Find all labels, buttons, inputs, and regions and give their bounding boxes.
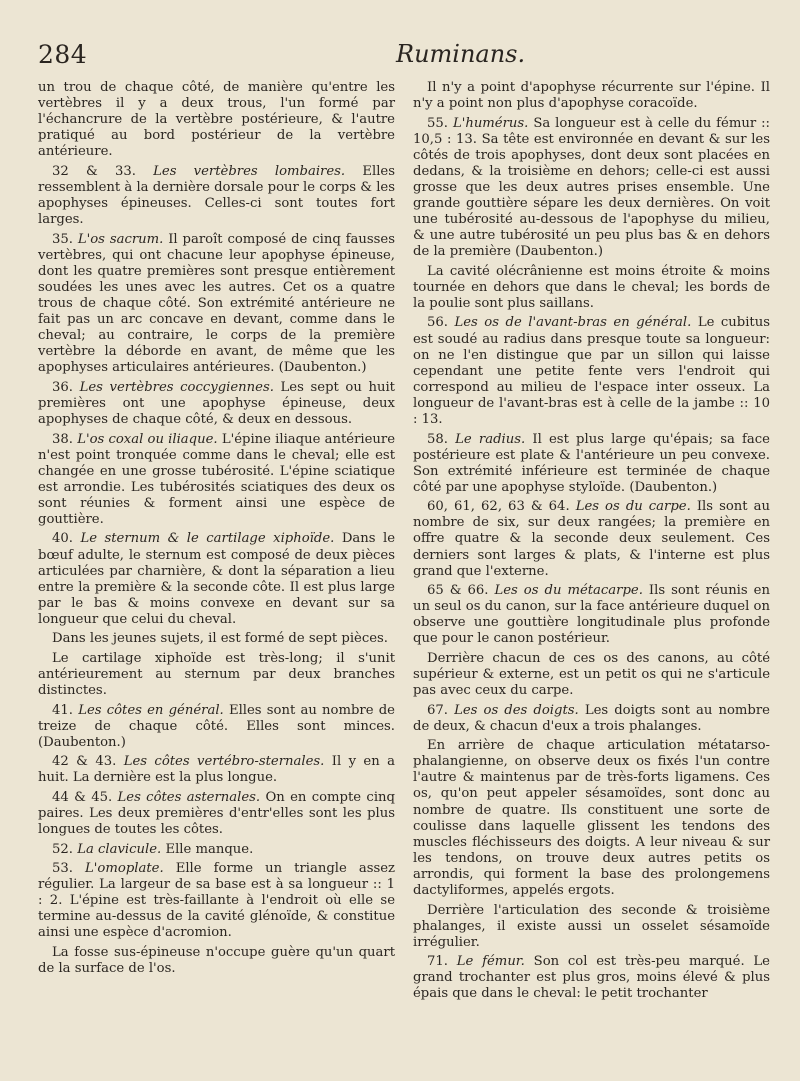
paragraph [413,264,770,312]
paragraph-text: Elle manque. [165,841,254,857]
section-heading: Les vertèbres coccygiennes. [79,379,274,395]
paragraph-text: Dans les jeunes sujets, il est formé de sept pièces. [52,631,388,647]
paragraph-text: Le cubitus est soudé au radius dans presque toute sa longueur: on ne l'en distingue que par un sillon qui laisse cependant une petite fente vers l'endroit qui correspond au milieu de l'espace inter osseux. La longueur de l'avant-bras est à celle de la jambe :: 10 : 13. [413,315,770,428]
paragraph-text: un trou de chaque côté, de manière qu'entre les vertèbres il y a deux trous, l'un formé par l'échancrure de la vertèbre postérieure, & l'autre pratiqué au bord postérieur de la vertèbre antérieure. [38,80,395,160]
paragraph-number: 56. [427,315,448,331]
paragraph-text: Ils sont au nombre de six, sur deux rangées; la première en offre quatre & la seconde deux seulement. Ces derniers sont larges & plats, & l'interne est plus grand que l'externe. [413,499,770,579]
section-heading: Les côtes en général. [78,702,224,718]
section-heading: Les os de l'avant-bras en général. [454,315,692,331]
paragraph-text: Elles sont au nombre de treize de chaque côté. Elles sont minces. (Daubenton.) [38,702,395,750]
paragraph-number: 58. [427,431,448,447]
text-columns [38,80,770,1006]
paragraph-number: 71. [427,954,448,970]
paragraph-number: 40. [52,531,73,547]
paragraph [413,116,770,261]
running-title: Ruminans. [396,40,526,68]
paragraph [38,80,395,160]
paragraph [38,380,395,428]
paragraph-text: Elles ressemblent à la dernière dorsale pour le corps & les apophyses épineuses. Celles-ci sont toutes fort larges. [38,163,395,228]
section-heading: Le sternum & le cartilage xiphoïde. [80,531,335,547]
section-heading: Les os des doigts. [454,702,579,718]
paragraph-text: Derrière chacun de ces os des canons, au côté supérieur & externe, est un petit os qui ne s'articule pas avec ceux du carpe. [413,650,770,699]
paragraph [38,531,395,628]
paragraph [38,842,395,858]
paragraph-text: Les doigts sont au nombre de deux, & chacun d'eux a trois phalanges. [413,702,770,734]
paragraph-text: La fosse sus-épineuse n'occupe guère qu'un quart de la surface de l'os. [38,944,395,976]
paragraph-number: 32 & 33. [52,163,136,179]
paragraph-text: Derrière l'articulation des seconde & troisième phalanges, il existe aussi un osselet sésamoïde irrégulier. [413,902,770,950]
section-heading: La clavicule. [77,841,162,857]
section-heading: L'humérus. [452,115,529,131]
paragraph [38,790,395,838]
left-column [38,80,395,1006]
section-heading: L'os coxal ou iliaque. [77,431,218,447]
paragraph-number: 55. [427,115,448,131]
section-heading: Les côtes vertébro-sternales. [123,754,325,770]
paragraph [413,432,770,496]
section-heading: L'omoplate. [85,861,164,876]
paragraph-text: Ils sont réunis en un seul os du canon, sur la face antérieure duquel on observe une gouttière longitudinale plus profonde que pour le canon postérieur. [413,583,770,647]
paragraph-number: 65 & 66. [427,583,489,599]
paragraph [38,703,395,751]
paragraph-text: Son col est très-peu marqué. Le grand trochanter est plus gros, moins élevé & plus épais que dans le cheval: le petit trochanter [413,954,770,1002]
paragraph-number: 35. [52,231,73,247]
section-heading: L'os sacrum. [77,231,164,247]
paragraph [413,315,770,428]
paragraph-number: 44 & 45. [52,789,113,805]
paragraph [38,651,395,699]
paragraph-text: Elle forme un triangle assez régulier. La largeur de sa base est à sa longueur :: 1 : 2. L'épine est très-faillante à l'endroit où elle se termine au-dessus de la cavité glénoïde, & constitue ainsi une espèce d'acromion. [38,861,395,941]
paragraph [413,703,770,735]
paragraph-number: 36. [52,379,73,395]
paragraph [413,583,770,647]
paragraph-text: En arrière de chaque articulation métatarso-phalangienne, on observe deux os fixés l'un contre l'autre & maintenus par de très-forts ligamens. Ces os, qu'on peut appeler sésamoïdes, sont donc au nombre de quatre. Ils constituent une sorte de coulisse dans laquelle glissent les tendons des muscles fléchisseurs des doigts. A leur niveau & sur les tendons, on trouve deux autres petits os arrondis, qui forment la base des prolongemens dactyliformes, appelés ergots. [413,738,770,899]
paragraph [413,954,770,1002]
section-heading: Les vertèbres lombaires. [153,163,346,179]
paragraph-number: 67. [427,702,448,718]
paragraph-text: Dans le bœuf adulte, le sternum est composé de deux pièces articulées par charnière, & dont la séparation a lieu entre la première & la seconde côte. Il est plus large par le bas & moins convexe en devant sur sa longueur que celui du cheval. [38,531,395,627]
paragraph-text: La cavité olécrânienne est moins étroite & moins tournée en dehors que dans le cheval; les bords de la poulie sont plus saillans. [413,263,770,311]
section-heading: Les os du métacarpe. [494,583,643,599]
paragraph [38,945,395,977]
paragraph-text: Il est plus large qu'épais; sa face postérieure est plate & l'antérieure un peu convexe. Son extrémité inférieure est terminée de chaque côté par une apophyse styloïde. (Daubenton.) [413,431,770,495]
page-header [38,40,770,72]
section-heading: Le fémur. [456,954,525,970]
paragraph [413,903,770,951]
paragraph [38,754,395,786]
paragraph-text: On en compte cinq paires. Les deux premières d'entr'elles sont les plus longues de toutes les côtes. [38,789,395,838]
paragraph-number: 42 & 43. [52,754,117,770]
paragraph [38,631,395,647]
section-heading: Les os du carpe. [575,499,691,515]
paragraph [413,499,770,579]
paragraph-text: Il n'y a point d'apophyse récurrente sur l'épine. Il n'y a point non plus d'apophyse coracoïde. [413,80,770,112]
paragraph [413,738,770,899]
paragraph [413,80,770,112]
section-heading: Les côtes asternales. [117,789,261,805]
paragraph-number: 38. [52,431,73,447]
section-heading: Le radius. [455,431,526,447]
paragraph-text: Sa longueur est à celle du fémur :: 10,5 : 13. Sa tête est environnée en devant & sur les côtés de trois apophyses, dont deux sont placées en dedans, & la troisième en dehors; celle-ci est aussi grosse que les deux autres prises ensemble. Une grande gouttière sépare les deux dernières. On voit une tubérosité au-dessous de l'apophyse du milieu, & une autre tubérosité un peu plus bas & en dehors de la première (Daubenton.) [413,115,770,260]
page-number: 284 [38,40,88,69]
paragraph-text: Le cartilage xiphoïde est très-long; il s'unit antérieurement au sternum par deux branches distinctes. [38,650,395,699]
paragraph [38,432,395,529]
paragraph-text: L'épine iliaque antérieure n'est point tronquée comme dans le cheval; elle est changée en une grosse tubérosité. L'épine sciatique est arrondie. Les tubérosités sciatiques des deux os sont réunies & forment ainsi une espèce de gouttière. [38,431,395,527]
paragraph [413,651,770,699]
paragraph [38,232,395,377]
paragraph [38,861,395,941]
paragraph-number: 41. [52,702,73,718]
paragraph-number: 53. [52,861,73,876]
paragraph-text: Les sept ou huit premières ont une apophyse épineuse, deux apophyses de chaque côté, & deux en dessous. [38,379,395,428]
paragraph-text: Il y en a huit. La dernière est la plus longue. [38,754,395,786]
paragraph-number: 52. [52,841,73,857]
paragraph-text: Il paroît composé de cinq fausses vertèbres, qui ont chacune leur apophyse épineuse, dont les quatre premières sont presque entièrement soudées les unes avec les autres. Cet os a quatre trous de chaque côté. Son extrémité antérieure ne fait pas un arc concave en devant, comme dans le cheval; au contraire, le corps de la première vertèbre la déborde en avant, de même que les apophyses articulaires antérieures. (Daubenton.) [38,231,395,376]
right-column [413,80,770,1006]
paragraph-number: 60, 61, 62, 63 & 64. [427,499,570,515]
paragraph [38,164,395,228]
